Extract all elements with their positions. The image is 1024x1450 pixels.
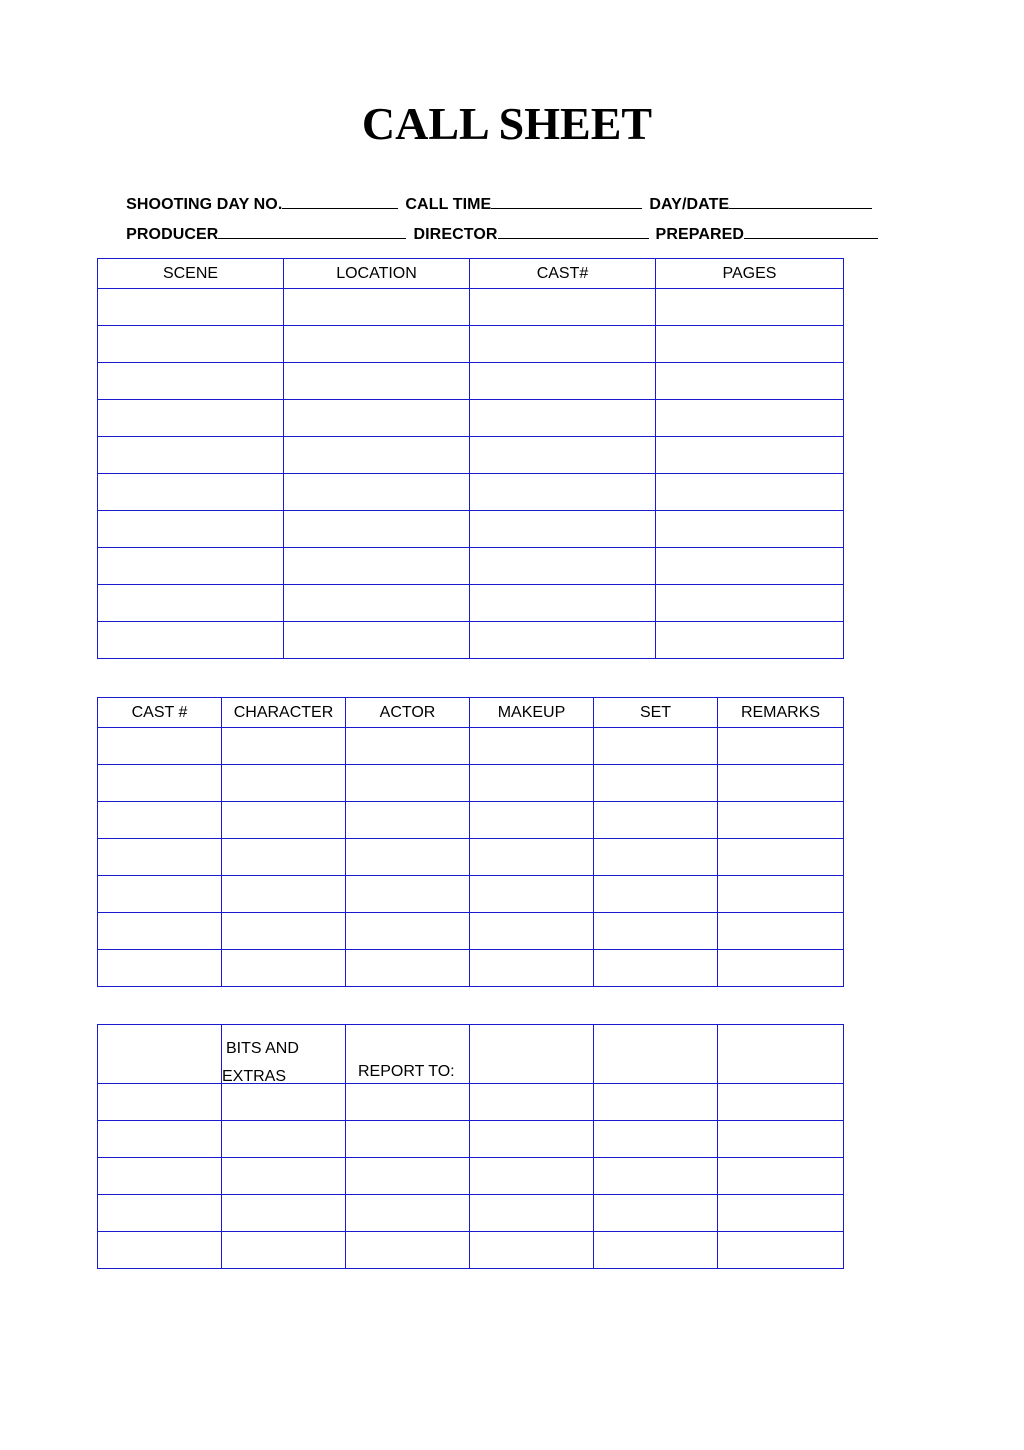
scene-table <box>97 258 844 659</box>
cast-cell[interactable] <box>346 765 470 802</box>
extras-cell[interactable] <box>346 1158 470 1195</box>
extras-row <box>98 1195 844 1232</box>
extras-row <box>98 1121 844 1158</box>
cast-row <box>98 876 844 913</box>
scene-row <box>98 511 844 548</box>
producer-label: PRODUCER <box>126 226 219 243</box>
bits-and-extras-label <box>222 1035 299 1091</box>
scene-cell[interactable] <box>284 511 470 548</box>
scene-cell[interactable] <box>98 474 284 511</box>
cast-cell[interactable] <box>470 839 594 876</box>
cast-cell[interactable] <box>594 913 718 950</box>
extras-row <box>98 1232 844 1269</box>
scene-cell[interactable] <box>98 363 284 400</box>
scene-cell[interactable] <box>98 622 284 659</box>
cast-cell[interactable] <box>346 728 470 765</box>
extras-cell[interactable] <box>222 1121 346 1158</box>
scene-cell[interactable] <box>656 622 844 659</box>
extras-header-report-cell <box>346 1025 470 1084</box>
header-row-2 <box>117 204 878 245</box>
scene-cell[interactable] <box>656 363 844 400</box>
cast-cell[interactable] <box>718 802 844 839</box>
cast-row <box>98 950 844 987</box>
extras-cell[interactable] <box>718 1121 844 1158</box>
scene-row <box>98 474 844 511</box>
extras-cell[interactable] <box>718 1195 844 1232</box>
director-label: DIRECTOR <box>413 226 498 243</box>
director-blank[interactable] <box>498 224 649 239</box>
extras-cell[interactable] <box>470 1232 594 1269</box>
cast-cell[interactable] <box>718 913 844 950</box>
cast-cell[interactable] <box>346 839 470 876</box>
scene-cell[interactable] <box>470 622 656 659</box>
scene-cell[interactable] <box>284 474 470 511</box>
prepared-field[interactable] <box>656 224 879 245</box>
bits-line-1: BITS AND <box>226 1040 299 1057</box>
cast-cell[interactable] <box>346 913 470 950</box>
day-date-label: DAY/DATE <box>649 196 730 213</box>
cast-cell[interactable] <box>98 913 222 950</box>
scene-table-header <box>98 259 844 289</box>
col-scene: SCENE <box>98 259 284 289</box>
col-pages: PAGES <box>656 259 844 289</box>
scene-row <box>98 400 844 437</box>
scene-cell[interactable] <box>470 326 656 363</box>
col-location: LOCATION <box>284 259 470 289</box>
scene-cell[interactable] <box>98 548 284 585</box>
scene-row <box>98 437 844 474</box>
extras-cell[interactable] <box>98 1195 222 1232</box>
cast-cell[interactable] <box>222 950 346 987</box>
extras-cell[interactable] <box>346 1232 470 1269</box>
scene-cell[interactable] <box>656 511 844 548</box>
scene-cell[interactable] <box>656 289 844 326</box>
scene-cell[interactable] <box>284 363 470 400</box>
scene-cell[interactable] <box>284 548 470 585</box>
scene-cell[interactable] <box>284 585 470 622</box>
cast-cell[interactable] <box>470 728 594 765</box>
extras-cell[interactable] <box>222 1195 346 1232</box>
cast-row <box>98 728 844 765</box>
extras-cell[interactable] <box>594 1232 718 1269</box>
extras-cell[interactable] <box>718 1158 844 1195</box>
col-set: SET <box>594 698 718 728</box>
scene-cell[interactable] <box>284 289 470 326</box>
cast-cell[interactable] <box>718 950 844 987</box>
extras-table <box>97 1024 844 1269</box>
bits-line-2: EXTRAS <box>222 1068 287 1085</box>
cast-cell[interactable] <box>222 839 346 876</box>
scene-row <box>98 622 844 659</box>
col-cast-number: CAST # <box>98 698 222 728</box>
scene-cell[interactable] <box>98 326 284 363</box>
scene-row <box>98 585 844 622</box>
col-remarks: REMARKS <box>718 698 844 728</box>
cast-cell[interactable] <box>594 950 718 987</box>
director-field[interactable] <box>413 224 648 245</box>
cast-cell[interactable] <box>346 950 470 987</box>
extras-table-header <box>98 1025 844 1084</box>
extras-cell[interactable] <box>222 1158 346 1195</box>
scene-cell[interactable] <box>656 474 844 511</box>
cast-cell[interactable] <box>718 876 844 913</box>
cast-cell[interactable] <box>594 728 718 765</box>
scene-cell[interactable] <box>284 400 470 437</box>
cast-cell[interactable] <box>98 839 222 876</box>
cast-row <box>98 765 844 802</box>
cast-cell[interactable] <box>718 765 844 802</box>
extras-row <box>98 1158 844 1195</box>
extras-cell[interactable] <box>346 1084 470 1121</box>
cast-cell[interactable] <box>470 913 594 950</box>
cast-cell[interactable] <box>594 876 718 913</box>
extras-cell[interactable] <box>470 1121 594 1158</box>
scene-row <box>98 289 844 326</box>
scene-row <box>98 363 844 400</box>
cast-cell[interactable] <box>222 913 346 950</box>
scene-cell[interactable] <box>470 548 656 585</box>
col-character: CHARACTER <box>222 698 346 728</box>
cast-cell[interactable] <box>346 876 470 913</box>
extras-cell[interactable] <box>98 1121 222 1158</box>
call-time-label: CALL TIME <box>405 196 492 213</box>
cast-cell[interactable] <box>346 802 470 839</box>
scene-cell[interactable] <box>98 400 284 437</box>
extras-row <box>98 1084 844 1121</box>
extras-cell[interactable] <box>470 1195 594 1232</box>
scene-cell[interactable] <box>656 400 844 437</box>
scene-cell[interactable] <box>284 622 470 659</box>
cast-cell[interactable] <box>222 765 346 802</box>
extras-cell[interactable] <box>594 1121 718 1158</box>
producer-field[interactable] <box>126 224 406 245</box>
scene-cell[interactable] <box>656 326 844 363</box>
scene-cell[interactable] <box>284 326 470 363</box>
scene-cell[interactable] <box>656 585 844 622</box>
shooting-day-label: SHOOTING DAY NO. <box>126 196 283 213</box>
extras-cell[interactable] <box>222 1232 346 1269</box>
extras-header-cell <box>98 1025 222 1084</box>
cast-row <box>98 839 844 876</box>
cast-cell[interactable] <box>222 802 346 839</box>
extras-header-cell <box>594 1025 718 1084</box>
extras-cell[interactable] <box>470 1084 594 1121</box>
scene-cell[interactable] <box>656 437 844 474</box>
cast-cell[interactable] <box>470 876 594 913</box>
extras-cell[interactable] <box>346 1121 470 1158</box>
cast-cell[interactable] <box>98 802 222 839</box>
scene-cell[interactable] <box>470 585 656 622</box>
cast-cell[interactable] <box>718 839 844 876</box>
cast-cell[interactable] <box>98 728 222 765</box>
cast-cell[interactable] <box>470 802 594 839</box>
extras-cell[interactable] <box>98 1084 222 1121</box>
extras-header-bits-cell <box>222 1025 346 1084</box>
cast-cell[interactable] <box>718 728 844 765</box>
extras-cell[interactable] <box>594 1158 718 1195</box>
cast-cell[interactable] <box>594 802 718 839</box>
col-cast-number: CAST# <box>470 259 656 289</box>
extras-cell[interactable] <box>594 1084 718 1121</box>
scene-cell[interactable] <box>470 474 656 511</box>
cast-cell[interactable] <box>594 839 718 876</box>
extras-header-cell <box>718 1025 844 1084</box>
report-to-label: REPORT TO: <box>358 1063 455 1080</box>
scene-cell[interactable] <box>470 511 656 548</box>
extras-cell[interactable] <box>718 1232 844 1269</box>
extras-cell[interactable] <box>718 1084 844 1121</box>
cast-row <box>98 913 844 950</box>
cast-cell[interactable] <box>470 765 594 802</box>
scene-cell[interactable] <box>470 289 656 326</box>
extras-cell[interactable] <box>346 1195 470 1232</box>
scene-cell[interactable] <box>470 400 656 437</box>
scene-cell[interactable] <box>98 437 284 474</box>
scene-cell[interactable] <box>470 437 656 474</box>
prepared-blank[interactable] <box>744 224 878 239</box>
extras-header-cell <box>470 1025 594 1084</box>
cast-cell[interactable] <box>222 728 346 765</box>
page-title: CALL SHEET <box>361 98 653 149</box>
scene-cell[interactable] <box>656 548 844 585</box>
scene-row <box>98 548 844 585</box>
cast-cell[interactable] <box>98 876 222 913</box>
col-makeup: MAKEUP <box>470 698 594 728</box>
cast-cell[interactable] <box>222 876 346 913</box>
scene-cell[interactable] <box>470 363 656 400</box>
extras-cell[interactable] <box>594 1195 718 1232</box>
producer-blank[interactable] <box>218 224 406 239</box>
scene-cell[interactable] <box>98 585 284 622</box>
cast-row <box>98 802 844 839</box>
scene-row <box>98 326 844 363</box>
cast-table-header <box>98 698 844 728</box>
extras-cell[interactable] <box>98 1232 222 1269</box>
cast-table <box>97 697 844 987</box>
cast-cell[interactable] <box>470 950 594 987</box>
extras-cell[interactable] <box>98 1158 222 1195</box>
scene-cell[interactable] <box>98 511 284 548</box>
extras-cell[interactable] <box>470 1158 594 1195</box>
prepared-label: PREPARED <box>655 226 745 243</box>
cast-cell[interactable] <box>594 765 718 802</box>
scene-cell[interactable] <box>284 437 470 474</box>
col-actor: ACTOR <box>346 698 470 728</box>
cast-cell[interactable] <box>98 765 222 802</box>
cast-cell[interactable] <box>98 950 222 987</box>
scene-cell[interactable] <box>98 289 284 326</box>
